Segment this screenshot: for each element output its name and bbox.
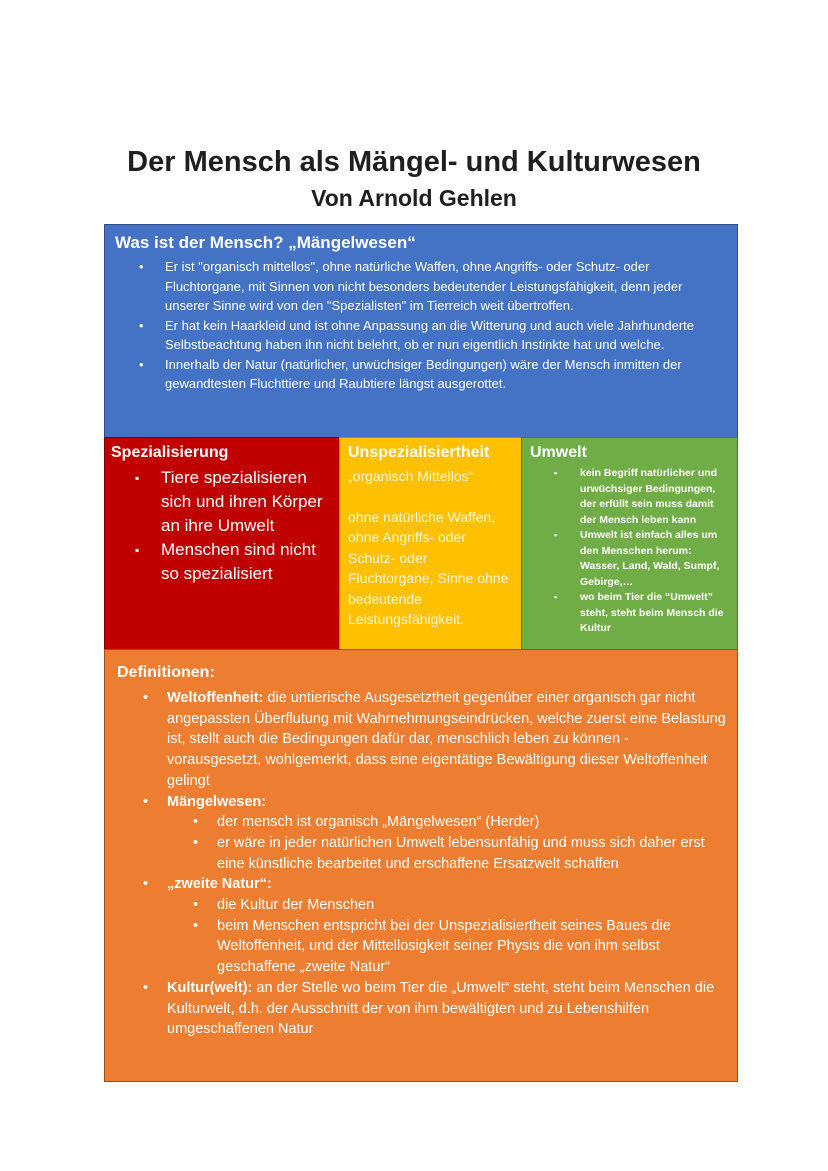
unspezialisiertheit-quote: „organisch Mittellos“ (348, 468, 474, 484)
list-item: • Innerhalb der Natur (natürlicher, urwüchsiger Bedingungen) wäre der Mensch inmitten der gewandtesten Fluchttiere und Raubtiere längst ausgerottet. (115, 355, 727, 394)
maengelwesen-heading: Was ist der Mensch? „Mängelwesen“ (115, 233, 416, 252)
unspezialisiertheit-box (339, 437, 522, 650)
term-label: „zweite Natur“: (167, 876, 272, 893)
list-item: • die Kultur der Menschen (167, 895, 727, 916)
list-item: • Er ist "organisch mittellos", ohne natürliche Waffen, ohne Angriffs- oder Schutz- oder Fluchtorgane, mit Sinnen von nicht besonders bedeutender Leistungsfähigkeit, denn jeder unserer Sinne wird von den "Spezialisten" im Tierreich weit übertroffen. (115, 257, 727, 316)
spezialisierung-list (111, 466, 333, 586)
spezialisierung-box (104, 437, 340, 650)
list-item: • beim Menschen entspricht bei der Unspezialisiertheit seines Baues die Weltoffenheit, und der Mittellosigkeit seiner Physis die von ihm selbst geschaffene „zweite Natur“ (167, 916, 727, 978)
list-item: ▪ kein Begriff natürlicher und urwüchsiger Bedingungen, der erfüllt sein muss damit der Mensch leben kann (530, 466, 731, 528)
spezialisierung-heading: Spezialisierung (111, 444, 229, 461)
umwelt-heading: Umwelt (530, 444, 587, 461)
definition-weltoffenheit (117, 688, 727, 792)
maengelwesen-list (115, 257, 727, 394)
term-label: Kultur(welt): (167, 979, 253, 996)
term-label: Weltoffenheit: (167, 690, 264, 706)
list-item: • der mensch ist organisch „Mängelwesen“ (Herder) (167, 812, 727, 833)
definition-text: die untierische Ausgesetztheit gegenüber einer organisch gar nicht angepassten Überflutung mit Wahrnehmungseindrücken, welche zuerst eine Belastung ist, stellt auch die Bedingungen dafür dar, menschlich leben zu können - vorausgesetzt, wohlgemerkt, dass eine eigentätige Bewältigung dieser Weltoffenheit gelingt (167, 690, 726, 789)
list-item: ▪ wo beim Tier die “Umwelt” steht, steht beim Mensch die Kultur (530, 590, 731, 637)
definition-text: an der Stelle wo beim Tier die „Umwelt“ steht, steht beim Menschen die Kulturwelt, d.h. der Ausschnitt der von ihm bewältigten und zu Lebenshilfen umgeschaffenen Natur (167, 979, 715, 1038)
umwelt-list (530, 466, 731, 637)
definitionen-heading: Definitionen: (117, 664, 215, 681)
definitionen-list (117, 688, 727, 1040)
unspezialisiertheit-text: ohne natürliche Waffen, ohne Angriffs- oder Schutz- oder Fluchtorgane, Sinne ohne bedeutende Leistungsfähigkeit. (348, 508, 509, 627)
term-label: Mängelwesen: (167, 793, 267, 810)
unspezialisiertheit-heading: Unspezialisiertheit (348, 444, 490, 461)
definition-kulturwelt (117, 978, 727, 1040)
page-subtitle: Von Arnold Gehlen (311, 185, 517, 211)
page-title: Der Mensch als Mängel- und Kulturwesen (127, 146, 701, 178)
definition-maengelwesen (117, 792, 727, 875)
list-item: ▪ Tiere spezialisieren sich und ihren Körper an ihre Umwelt (111, 466, 333, 538)
definitionen-box (104, 649, 738, 1082)
list-item: • er wäre in jeder natürlichen Umwelt lebensunfähig und muss sich daher erst eine künstliche bearbeitet und erschaffene Ersatzwelt schaffen (167, 833, 727, 874)
umwelt-box (521, 437, 738, 650)
list-item: • Er hat kein Haarkleid und ist ohne Anpassung an die Witterung und auch viele Jahrhunderte Selbstbeachtung haben ihn nicht belehrt, ob er nun eigentlich Instinkte hat und welche. (115, 316, 727, 355)
list-item: ▪ Menschen sind nicht so spezialisiert (111, 538, 333, 586)
list-item: ▪ Umwelt ist einfach alles um den Menschen herum: Wasser, Land, Wald, Sumpf, Gebirge,… (530, 528, 731, 590)
maengelwesen-box (104, 224, 738, 438)
sub-list (167, 895, 727, 978)
definition-zweite-natur (117, 874, 727, 978)
sub-list (167, 812, 727, 874)
